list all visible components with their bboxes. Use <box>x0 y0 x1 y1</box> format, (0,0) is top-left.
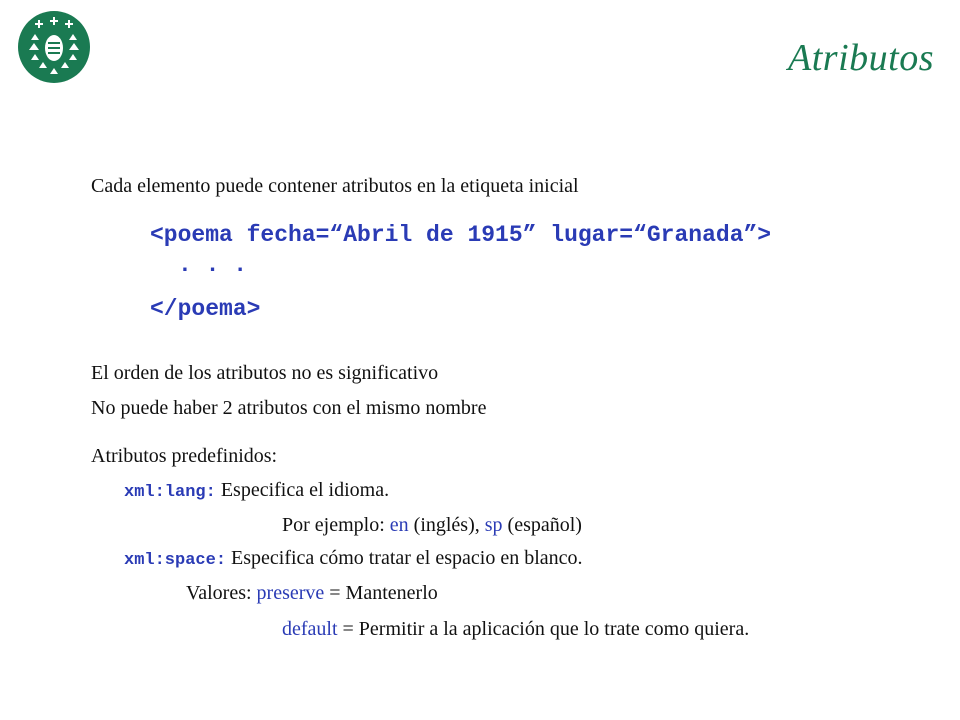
lang-en-desc: (inglés), <box>413 514 480 536</box>
space-values-row <box>186 583 438 603</box>
space-default-value: default <box>282 618 338 640</box>
code-close-tag: </poema> <box>150 296 261 322</box>
page-title: Atributos <box>788 37 934 79</box>
intro-text: Cada elemento puede contener atributos en la etiqueta inicial <box>91 175 579 197</box>
lang-example-prefix: Por ejemplo: <box>282 514 385 536</box>
note-unique: No puede haber 2 atributos con el mismo nombre <box>91 397 487 419</box>
space-row <box>124 548 583 569</box>
university-logo <box>17 10 91 84</box>
space-values-label: Valores: <box>186 582 252 604</box>
space-default-row <box>282 619 749 639</box>
code-open-tag: <poema fecha=“Abril de 1915” lugar=“Granada”> <box>150 222 772 248</box>
lang-attr-name: xml:lang: <box>124 483 216 502</box>
lang-en-value: en <box>389 514 409 536</box>
space-attr-name: xml:space: <box>124 551 227 570</box>
space-desc: Especifica cómo tratar el espacio en blanco. <box>231 547 583 569</box>
lang-sp-desc: (español) <box>507 514 582 536</box>
predefined-heading: Atributos predefinidos: <box>91 445 278 467</box>
lang-desc: Especifica el idioma. <box>220 479 390 501</box>
lang-example-row <box>282 515 582 535</box>
lang-row <box>124 480 389 501</box>
space-preserve-value: preserve <box>256 582 325 604</box>
note-order: El orden de los atributos no es significativo <box>91 362 439 384</box>
space-preserve-desc: = Mantenerlo <box>329 582 438 604</box>
space-default-desc: = Permitir a la aplicación que lo trate como quiera. <box>342 618 750 640</box>
code-ellipsis: . . . <box>178 252 248 278</box>
lang-sp-value: sp <box>484 514 503 536</box>
